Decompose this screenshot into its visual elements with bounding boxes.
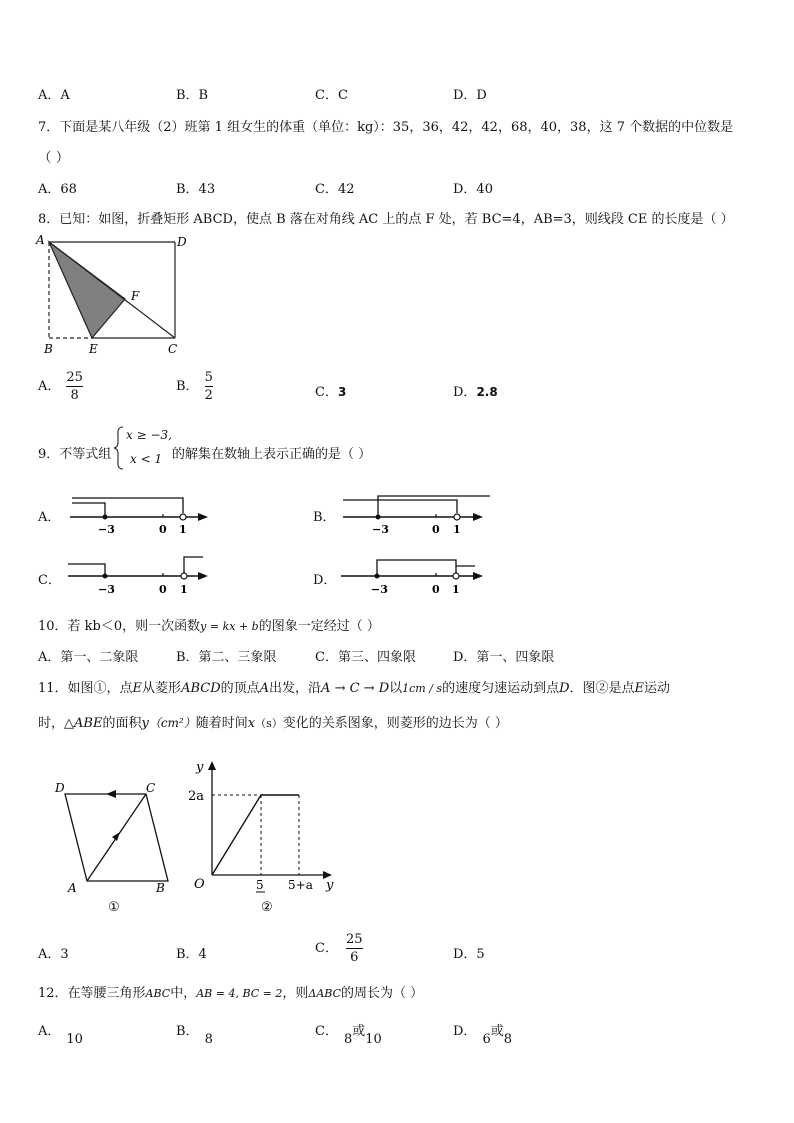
q8-option-c: C．3 bbox=[315, 385, 347, 400]
svg-text:−3: −3 bbox=[371, 583, 388, 596]
q9-label-a: A． bbox=[38, 510, 61, 525]
q6-option-a: A．A bbox=[38, 88, 70, 103]
svg-text:2a: 2a bbox=[188, 789, 205, 804]
q11-rhombus-figure bbox=[48, 775, 183, 920]
svg-text:y: y bbox=[326, 878, 334, 893]
svg-text:1: 1 bbox=[179, 523, 187, 536]
svg-text:1: 1 bbox=[453, 523, 461, 536]
q9-stem-post: 的解集在数轴上表示正确的是（ ） bbox=[172, 447, 372, 462]
q6-option-c: C．C bbox=[315, 88, 348, 103]
svg-text:1: 1 bbox=[180, 583, 188, 596]
q10-option-a: A．第一、二象限 bbox=[38, 650, 139, 665]
q11-option-b: B．4 bbox=[176, 947, 207, 962]
q6-option-d: D．D bbox=[453, 88, 487, 103]
q8-label-b: B bbox=[44, 342, 53, 356]
q8-folded-triangle bbox=[49, 242, 125, 338]
q8-rectangle-figure bbox=[32, 232, 202, 357]
q9-condition-1: x ≥ −3, bbox=[126, 428, 172, 442]
svg-text:B: B bbox=[156, 881, 165, 895]
svg-text:O: O bbox=[194, 877, 205, 892]
q11-option-d: D．5 bbox=[453, 947, 485, 962]
q10-option-c: C．第三、四象限 bbox=[315, 650, 416, 665]
q11-option-c: C． $\frac{25}{6}$ bbox=[315, 932, 363, 965]
q11-option-a: A．3 bbox=[38, 947, 69, 962]
q12-stem: 12．在等腰三角形ABC中，AB = 4, BC = 2，则ΔABC的周长为（ ） bbox=[38, 986, 424, 1001]
q8-label-d: D bbox=[177, 235, 187, 249]
q7-option-d: D．40 bbox=[453, 182, 493, 197]
svg-text:5: 5 bbox=[256, 878, 264, 892]
q7-stem: 7．下面是某八年级（2）班第 1 组女生的体重（单位：kg）：35，36，42，42，68，40，38，这 7 个数据的中位数是 bbox=[38, 120, 734, 135]
svg-text:0: 0 bbox=[432, 523, 440, 536]
q9-numberline-c bbox=[60, 552, 220, 598]
q10-option-d: D．第一、四象限 bbox=[453, 650, 555, 665]
svg-text:C: C bbox=[146, 781, 156, 795]
q9-numberline-b bbox=[335, 490, 495, 536]
q11-stem-line-1: 11．如图①，点E从菱形ABCD的顶点A出发，沿A → C → D以1cm / s的速度匀速运动到点D．图②是点E运动 bbox=[38, 681, 671, 696]
q7-option-c: C．42 bbox=[315, 182, 355, 197]
svg-text:0: 0 bbox=[159, 523, 167, 536]
q10-option-b: B．第二、三象限 bbox=[176, 650, 277, 665]
svg-text:0: 0 bbox=[159, 583, 167, 596]
q8-option-b: B． $\frac{5}{2}$ bbox=[176, 370, 213, 403]
q12-option-c: C．8或10 bbox=[315, 1024, 382, 1047]
q8-label-a: A bbox=[36, 233, 45, 247]
q6-option-b: B．B bbox=[176, 88, 209, 103]
q12-option-a: A．10 bbox=[38, 1024, 83, 1047]
q9-condition-2: x < 1 bbox=[130, 452, 163, 466]
q8-stem: 8．已知：如图，折叠矩形 ABCD，使点 B 落在对角线 AC 上的点 F 处，若 BC=4，AB=3，则线段 CE 的长度是（ ） bbox=[38, 212, 734, 227]
svg-text:−3: −3 bbox=[98, 523, 115, 536]
q12-option-d: D．6或8 bbox=[453, 1024, 513, 1047]
q8-label-c: C bbox=[168, 342, 178, 356]
q9-label-b: B． bbox=[313, 510, 336, 525]
svg-text:①: ① bbox=[108, 900, 120, 915]
q7-option-a: A．68 bbox=[38, 182, 77, 197]
q9-label-c: C． bbox=[38, 573, 61, 588]
q8-option-a: A． $\frac{25}{8}$ bbox=[38, 370, 83, 403]
q9-stem-pre: 9．不等式组 bbox=[38, 447, 112, 462]
q8-label-e: E bbox=[89, 342, 98, 356]
q9-label-d: D． bbox=[313, 573, 337, 588]
svg-text:−3: −3 bbox=[98, 583, 115, 596]
q12-option-b: B．8 bbox=[176, 1024, 213, 1047]
svg-text:1: 1 bbox=[452, 583, 460, 596]
svg-text:0: 0 bbox=[432, 583, 440, 596]
svg-text:y: y bbox=[196, 760, 204, 775]
q8-option-d: D．2.8 bbox=[453, 385, 498, 400]
q11-graph-figure bbox=[186, 755, 346, 920]
q9-brace bbox=[113, 425, 125, 471]
q7-option-b: B．43 bbox=[176, 182, 216, 197]
q8-label-f: F bbox=[131, 289, 140, 303]
svg-text:A: A bbox=[68, 881, 77, 895]
q9-numberline-d bbox=[335, 552, 495, 598]
q10-stem: 10．若 kb＜0，则一次函数y = kx + b的图象一定经过（ ） bbox=[38, 619, 380, 634]
svg-text:−3: −3 bbox=[372, 523, 389, 536]
q11-stem-line-2: 时，△ABE的面积y（cm²）随着时间x（s）变化的关系图象，则菱形的边长为（ ） bbox=[38, 716, 508, 731]
q9-numberline-a bbox=[60, 492, 220, 538]
svg-text:5+a: 5+a bbox=[288, 878, 313, 892]
svg-text:D: D bbox=[55, 781, 65, 795]
q7-paren: （ ） bbox=[38, 150, 70, 166]
q8-diagonal-ac bbox=[49, 242, 175, 338]
svg-text:②: ② bbox=[261, 900, 273, 915]
